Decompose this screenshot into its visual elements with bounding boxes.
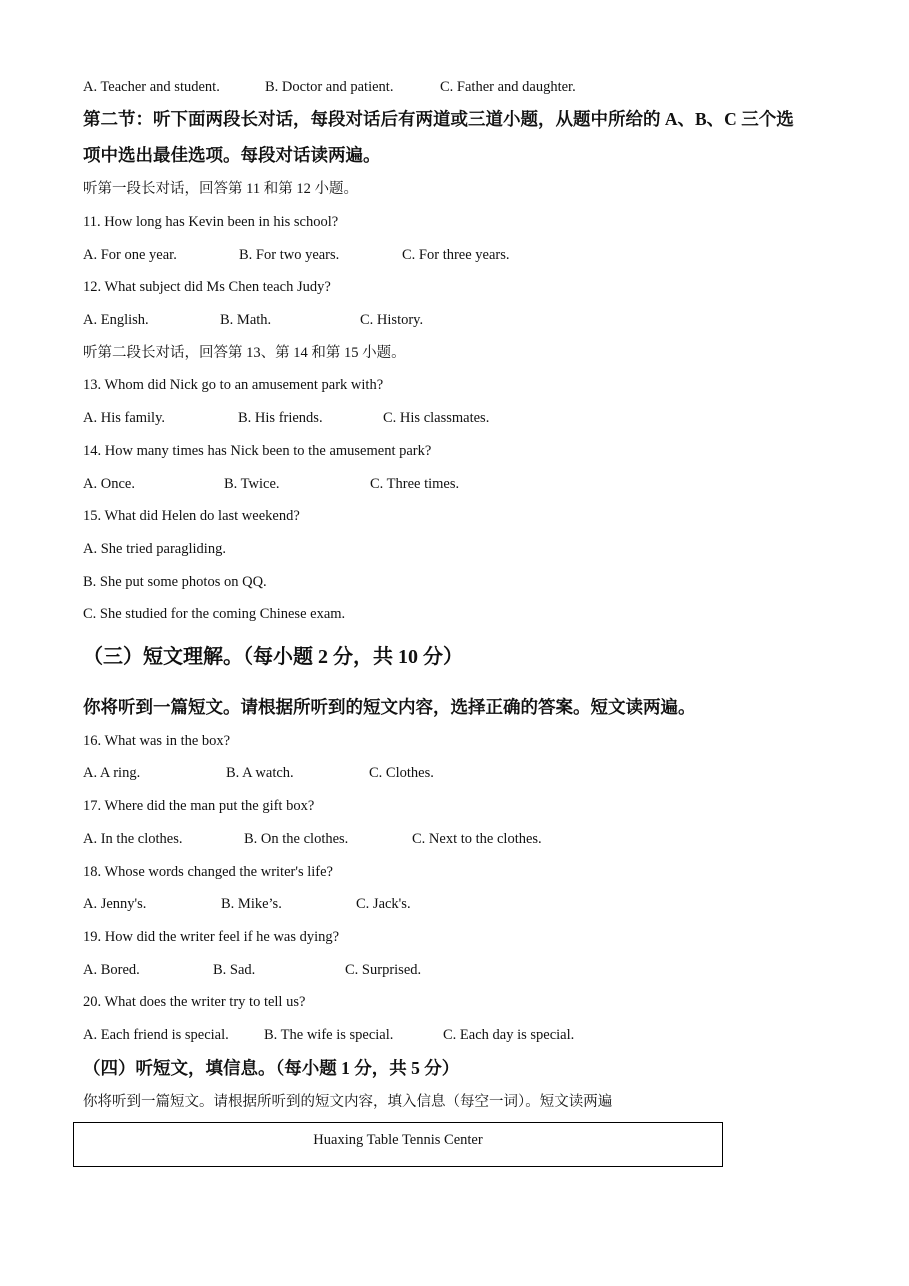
q13-option-c: C. His classmates. [383, 410, 490, 426]
q16-option-a: A. A ring. [83, 765, 141, 781]
q20-option-c: C. Each day is special. [443, 1027, 575, 1043]
q12-option-a: A. English. [83, 312, 149, 328]
q19-option-b: B. Sad. [213, 962, 256, 978]
q18-option-b: B. Mike’s. [221, 896, 282, 912]
q20-option-a: A. Each friend is special. [83, 1027, 229, 1043]
q13-option-a: A. His family. [83, 410, 166, 426]
section2-title-line2: 项中选出最佳选项。每段对话读两遍。 [83, 145, 381, 165]
q15-option-b: B. She put some photos on QQ. [83, 574, 267, 590]
q11-question: 11. How long has Kevin been in his school? [83, 214, 339, 230]
q12-question: 12. What subject did Ms Chen teach Judy? [83, 279, 331, 295]
q16-question: 16. What was in the box? [83, 733, 231, 749]
info-table-title: Huaxing Table Tennis Center [313, 1132, 483, 1148]
q14-option-b: B. Twice. [224, 476, 280, 492]
q20-option-b: B. The wife is special. [264, 1027, 394, 1043]
q15-option-a: A. She tried paragliding. [83, 541, 226, 557]
q10-option-c: C. Father and daughter. [440, 79, 576, 95]
q16-option-c: C. Clothes. [369, 765, 434, 781]
section3-heading: （三）短文理解。（每小题 2 分，共 10 分） [83, 646, 463, 668]
dialog1-intro: 听第一段长对话，回答第 11 和第 12 小题。 [83, 181, 358, 197]
q18-option-a: A. Jenny's. [83, 896, 147, 912]
section3-instruction: 你将听到一篇短文。请根据所听到的短文内容，选择正确的答案。短文读两遍。 [83, 697, 696, 717]
q10-option-a: A. Teacher and student. [83, 79, 220, 95]
q12-option-b: B. Math. [220, 312, 272, 328]
section4-heading: （四）听短文，填信息。（每小题 1 分，共 5 分） [83, 1058, 460, 1078]
q16-option-b: B. A watch. [226, 765, 294, 781]
q17-option-b: B. On the clothes. [244, 831, 349, 847]
q18-question: 18. Whose words changed the writer's life? [83, 864, 333, 880]
q14-option-a: A. Once. [83, 476, 135, 492]
dialog2-intro: 听第二段长对话，回答第 13、第 14 和第 15 小题。 [83, 345, 406, 361]
section4-instruction: 你将听到一篇短文。请根据所听到的短文内容，填入信息（每空一词）。短文读两遍 [83, 1094, 613, 1110]
q10-option-b: B. Doctor and patient. [265, 79, 394, 95]
q11-option-c: C. For three years. [402, 247, 510, 263]
q14-option-c: C. Three times. [370, 476, 460, 492]
q12-option-c: C. History. [360, 312, 424, 328]
q17-option-a: A. In the clothes. [83, 831, 183, 847]
q11-option-a: A. For one year. [83, 247, 177, 263]
q11-option-b: B. For two years. [239, 247, 340, 263]
q18-option-c: C. Jack's. [356, 896, 411, 912]
q15-option-c: C. She studied for the coming Chinese exam. [83, 606, 346, 622]
q17-question: 17. Where did the man put the gift box? [83, 798, 315, 814]
q13-option-b: B. His friends. [238, 410, 323, 426]
q20-question: 20. What does the writer try to tell us? [83, 994, 306, 1010]
section2-title-line1: 第二节：听下面两段长对话，每段对话后有两道或三道小题，从题中所给的 A、B、C 三个选 [83, 109, 794, 129]
info-table [73, 1122, 723, 1167]
q19-option-a: A. Bored. [83, 962, 140, 978]
q19-question: 19. How did the writer feel if he was dying? [83, 929, 340, 945]
q14-question: 14. How many times has Nick been to the amusement park? [83, 443, 432, 459]
q17-option-c: C. Next to the clothes. [412, 831, 542, 847]
q15-question: 15. What did Helen do last weekend? [83, 508, 300, 524]
q19-option-c: C. Surprised. [345, 962, 422, 978]
q13-question: 13. Whom did Nick go to an amusement park with? [83, 377, 384, 393]
